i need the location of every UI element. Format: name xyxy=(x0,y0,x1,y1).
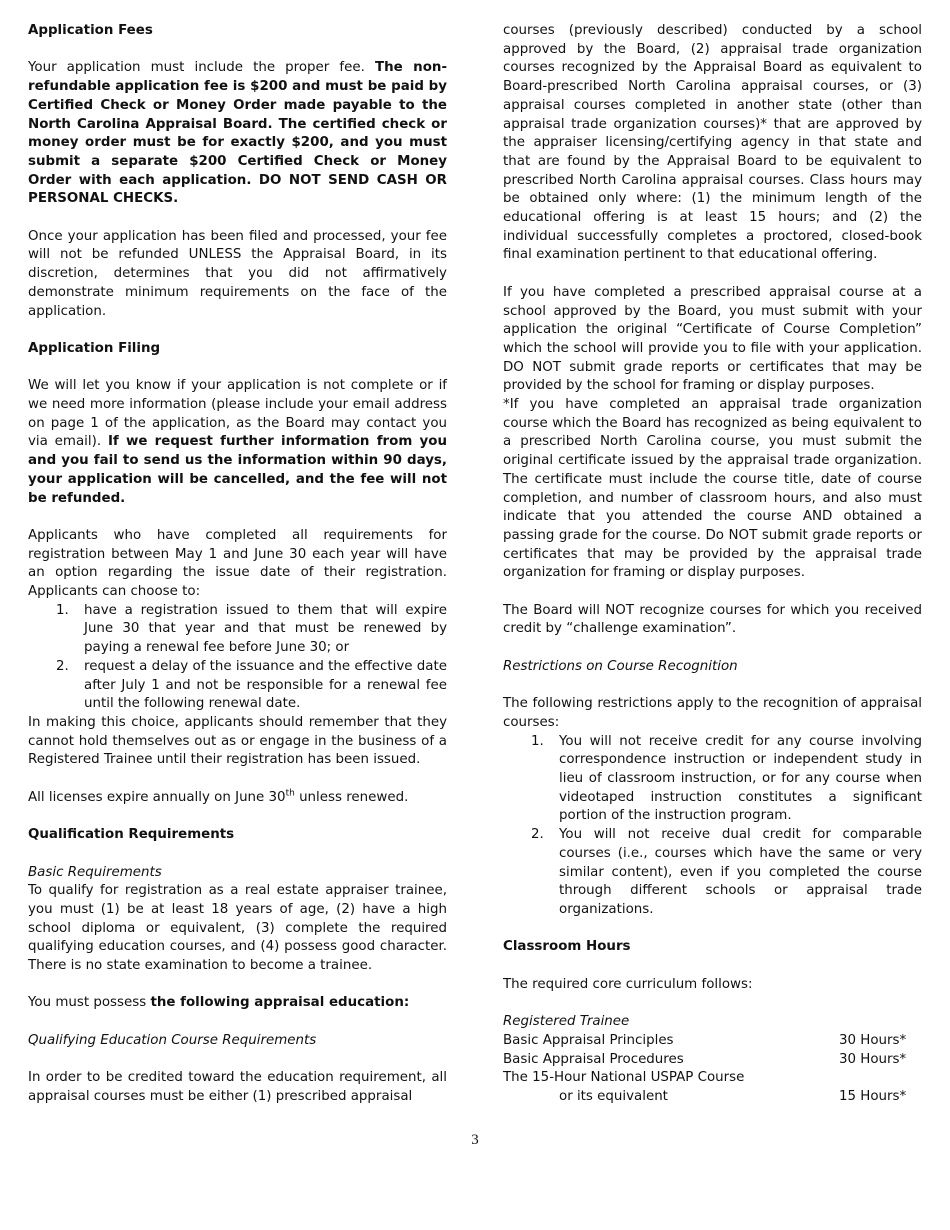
table-row: Basic Appraisal Principles 30 Hours* xyxy=(503,1032,907,1048)
restrictions-heading: Restrictions on Course Recognition xyxy=(503,658,738,674)
course-hours-table xyxy=(503,1032,906,1107)
table-row: Basic Appraisal Procedures 30 Hours* xyxy=(503,1051,907,1067)
issue-date-paragraph: Applicants who have completed all requirements for registration between May 1 and June 30 each year will have an option regarding the issue date of their registration. Applicants can choose to: xyxy=(28,527,447,600)
expiration-paragraph: All licenses expire annually on June 30th unless renewed. xyxy=(28,788,409,805)
page-number: 3 xyxy=(471,1132,479,1148)
registered-trainee-heading: Registered Trainee xyxy=(503,1014,630,1030)
issue-options-list xyxy=(28,602,447,714)
application-fees-heading: Application Fees xyxy=(28,23,153,38)
classroom-hours-heading: Classroom Hours xyxy=(503,939,631,955)
filing-paragraph: We will let you know if your application is not complete or if we need more information (please include your email address on page 1 of the application, as the Board may contact you via email). If we request further information from you and you fail to send us the information within 90 days, your application will be cancelled, and the fee will not be refunded. xyxy=(28,378,447,506)
list-item: 2. You will not receive dual credit for comparable courses (i.e., courses which have the same or very similar content), even if you completed the course through different schools or appraisal trade organizations. xyxy=(531,827,922,917)
table-row: or its equivalent 15 Hours* xyxy=(559,1088,907,1104)
certificate-paragraph: If you have completed a prescribed appraisal course at a school approved by the Board, you must submit with your application the original “Certificate of Course Completion” which the school will provide you to file with your application. DO NOT submit grade reports or certificates that may be provided by the school for framing or display purposes. xyxy=(503,284,922,394)
right-column xyxy=(503,22,922,1107)
fees-bold-text: The non-refundable application fee is $200 and must be paid by Certified Check or Money Order made payable to the North Carolina Appraisal Board. The certified check or money order must be for exactly $200, and you must submit a separate $200 Certified Check or Money Order with each application. DO NOT SEND CASH OR PERSONAL CHECKS. xyxy=(28,60,448,207)
education-paragraph: You must possess the following appraisal education: xyxy=(28,995,410,1011)
restrictions-paragraph: The following restrictions apply to the recognition of appraisal courses: xyxy=(503,696,922,730)
table-row: The 15-Hour National USPAP Course xyxy=(503,1070,745,1086)
choice-paragraph: In making this choice, applicants should remember that they cannot hold themselves out as or engage in the business of a Registered Trainee until their registration has been issued. xyxy=(28,714,447,768)
fees-paragraph: Your application must include the proper fee. The non-refundable application fee is $200 and must be paid by Certified Check or Money Order made payable to the North Carolina Appraisal Board. The certified check or money order must be for exactly $200, and you must submit a separate $200 Certified Check or Money Order with each application. DO NOT SEND CASH OR PERSONAL CHECKS. xyxy=(28,60,448,207)
application-filing-heading: Application Filing xyxy=(28,340,161,356)
basic-requirements-heading: Basic Requirements xyxy=(28,864,162,880)
left-column xyxy=(28,22,447,1107)
course-types-paragraph: courses (previously described) conducted by a school approved by the Board, (2) appraisal trade organization courses recognized by the Appraisal Board as equivalent to Board-prescribed North Carolina appraisal courses, or (3) appraisal courses completed in another state (other than appraisal trade organization courses)* that are approved by the appraiser licensing/certifying agency in that state and that are found by the Appraisal Board to be equivalent to prescribed North Carolina appraisal courses. Class hours may be obtained only where: (1) the minimum length of the educational offering is at least 15 hours; and (2) the individual successfully completes a proctored, closed-book final examination pertinent to that educational offering. xyxy=(503,23,922,263)
qualification-heading: Qualification Requirements xyxy=(28,827,235,843)
list-item: 1. You will not receive credit for any course involving correspondence instruction or independent study in lieu of classroom instruction, or for any course when videotaped instruction constitutes a significant portion of the instruction program. xyxy=(531,733,922,824)
education-requirement-paragraph: In order to be credited toward the education requirement, all appraisal courses must be either (1) prescribed appraisal xyxy=(28,1070,447,1104)
list-item: 2. request a delay of the issuance and the effective date after July 1 and not be responsible for a renewal fee until the following renewal date. xyxy=(56,658,447,712)
qualifying-education-heading: Qualifying Education Course Requirements xyxy=(28,1032,317,1048)
restrictions-list xyxy=(503,733,922,920)
list-item: 1. have a registration issued to them that will expire June 30 that year and that must be renewed by paying a renewal fee before June 30; or xyxy=(56,602,447,656)
basic-requirements-paragraph: To qualify for registration as a real estate appraiser trainee, you must (1) be at least 18 years of age, (2) have a high school diploma or equivalent, (3) complete the required qualifying education courses, and (4) possess good character. There is no state examination to become a trainee. xyxy=(28,883,447,974)
refund-paragraph: Once your application has been filed and processed, your fee will not be refunded UNLESS the Appraisal Board, in its discretion, determines that you did not affirmatively demonstrate minimum requirements on the face of the application. xyxy=(28,228,447,319)
challenge-paragraph: The Board will NOT recognize courses for which you received credit by “challenge examination”. xyxy=(503,602,922,637)
trade-organization-paragraph: *If you have completed an appraisal trade organization course which the Board has recognized as being equivalent to a prescribed North Carolina course, you must submit the original certificate issued by the appraisal trade organization. The certificate must include the course title, date of course completion, and number of classroom hours, and also must indicate that you attended the course AND obtained a passing grade for the course. Do NOT submit grade reports or certificates that may be provided by the appraisal trade organization for framing or display purposes. xyxy=(503,397,922,581)
filing-bold-text: If we request further information from you and you fail to send us the information within 90 days, your application will be cancelled, and the fee will not be refunded. xyxy=(28,434,447,506)
core-curriculum-paragraph: The required core curriculum follows: xyxy=(503,976,753,992)
